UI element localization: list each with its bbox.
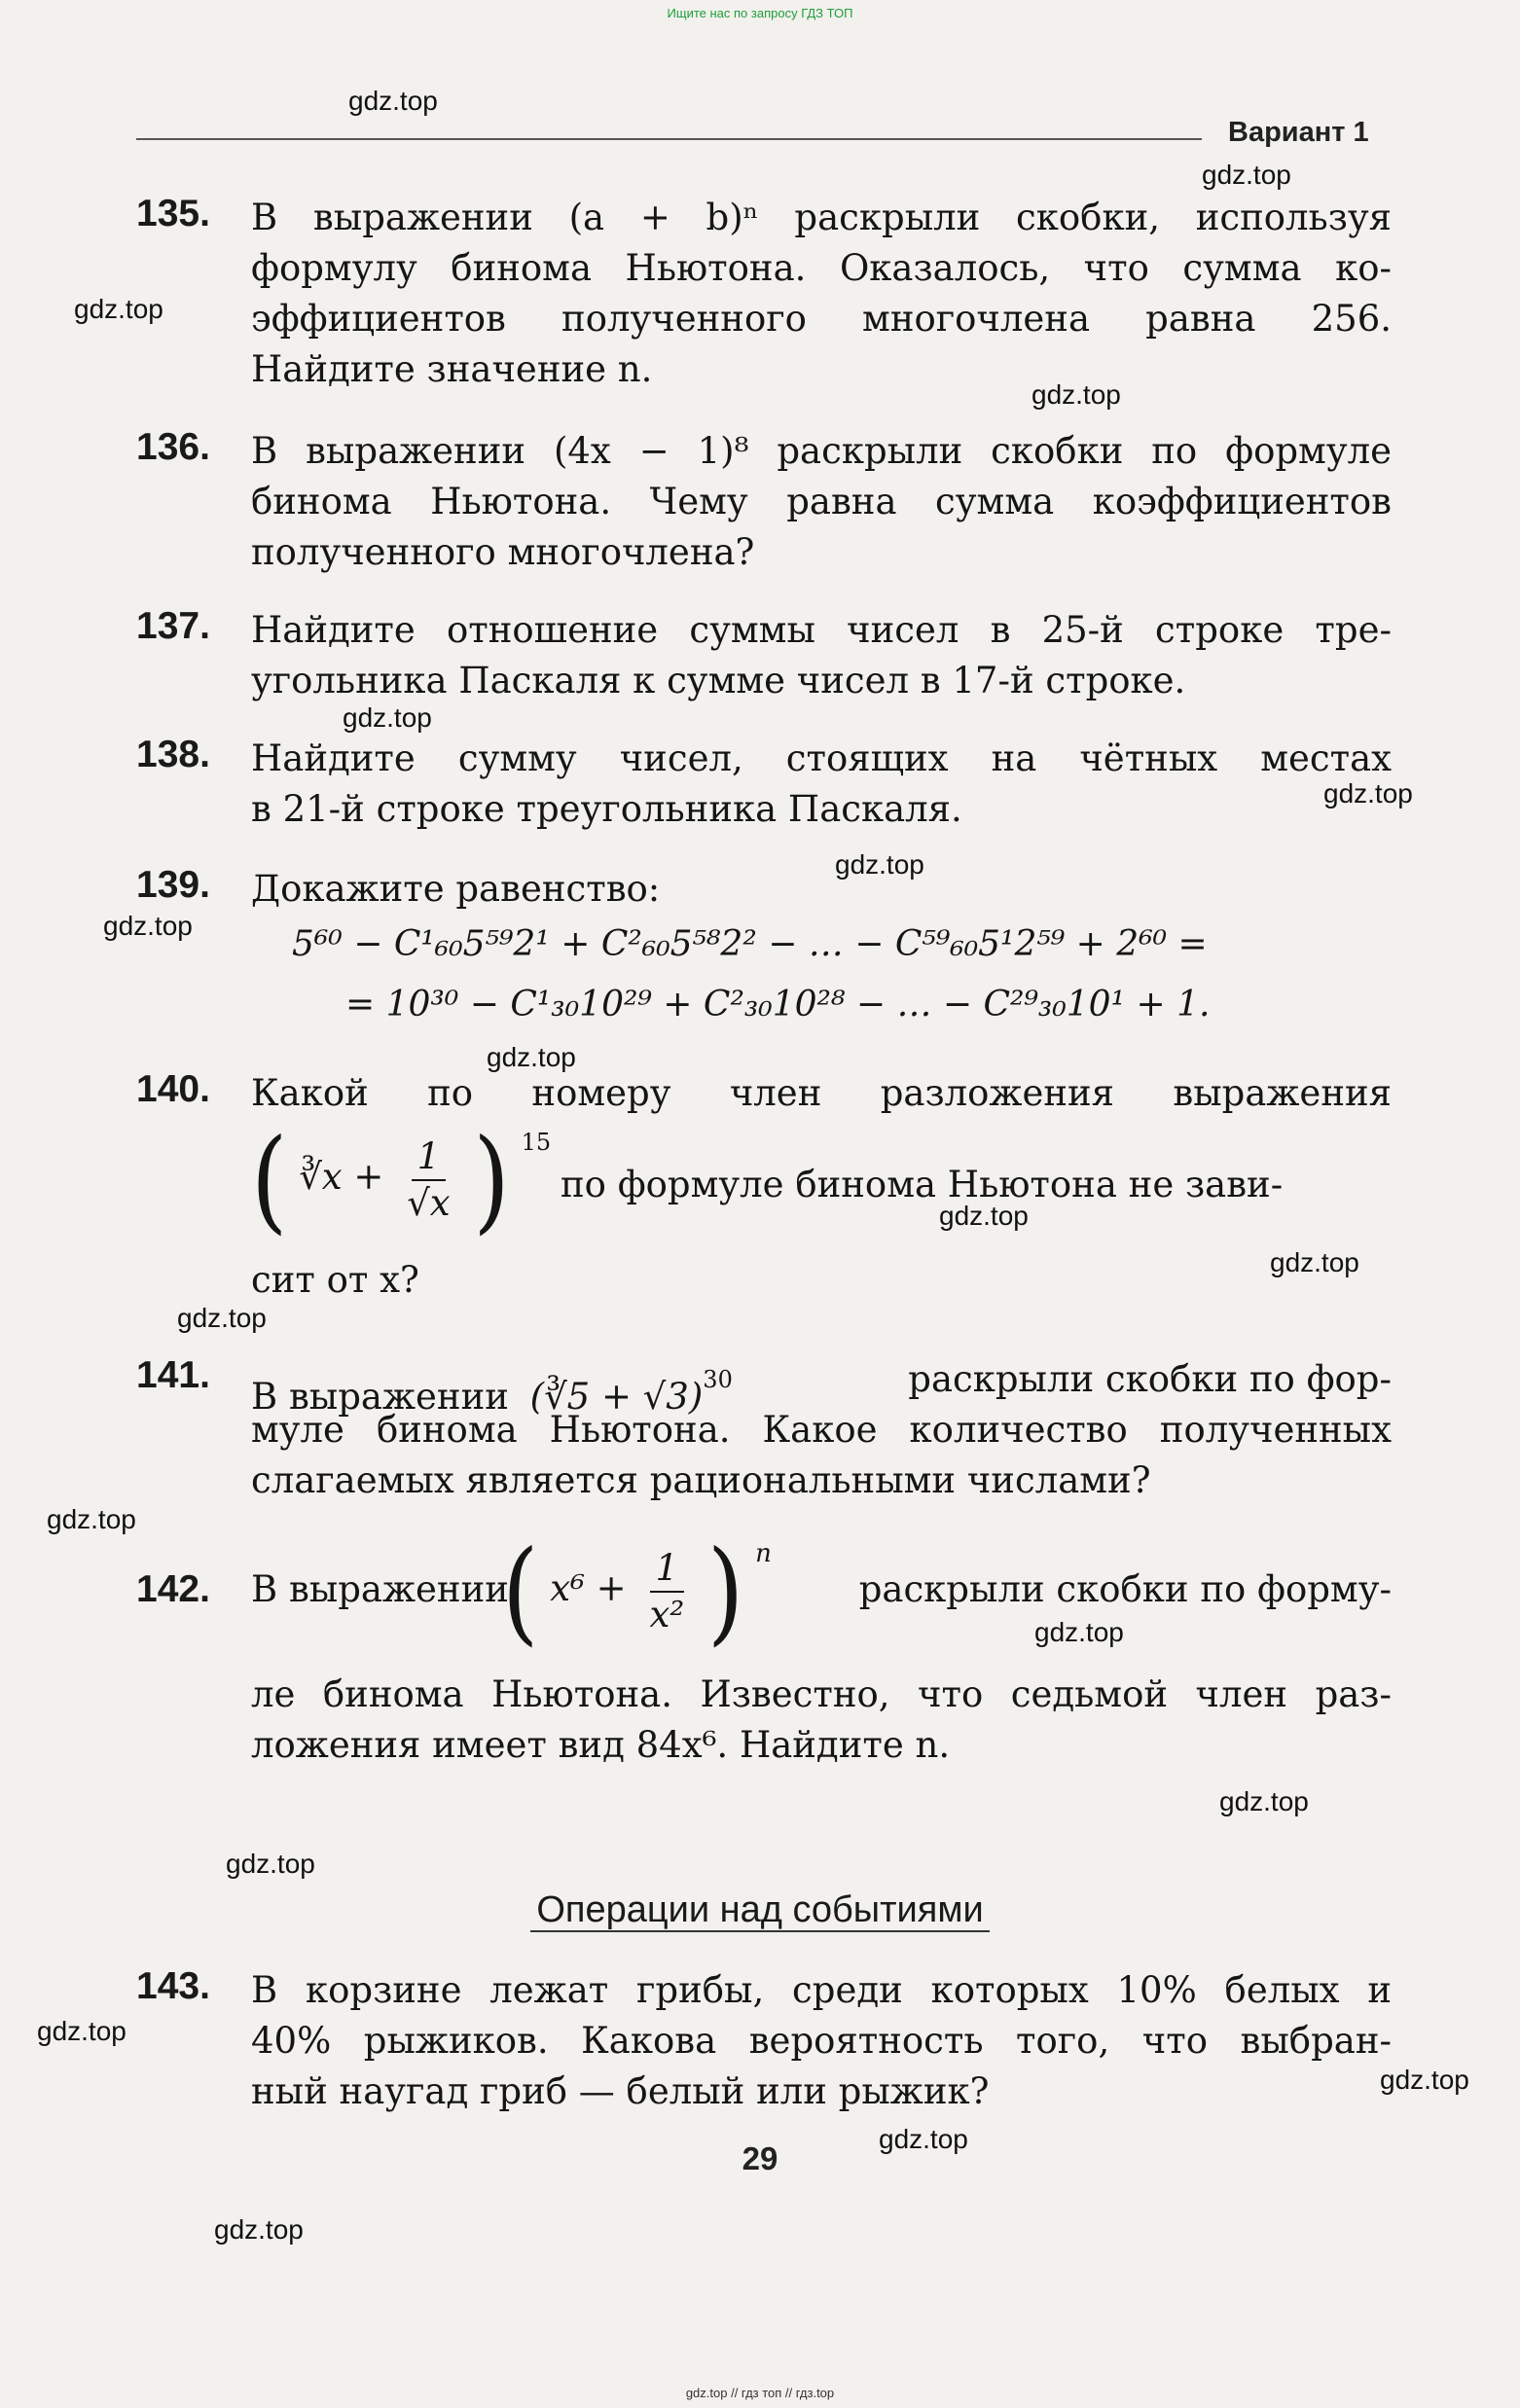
text-line: формулу бинома Ньютона. Оказалось, что сумма ко- [251,247,1392,289]
fraction-denominator: x² [649,1593,685,1635]
exponent: 15 [521,1129,552,1156]
text-line: В корзине лежат грибы, среди которых 10% белых и [251,1969,1392,2011]
text-lead: В выражении [251,1376,509,1418]
watermark: gdz.top [1323,778,1413,809]
watermark: gdz.top [1219,1786,1309,1816]
watermark: gdz.top [348,86,438,116]
fraction-denominator: √x [407,1181,451,1224]
left-paren: ( [502,1526,539,1657]
fraction [643,1546,690,1637]
watermark: gdz.top [214,2214,304,2245]
variant-label: Вариант 1 [1228,117,1369,148]
fraction-numerator: 1 [650,1546,685,1593]
watermark: gdz.top [1270,1247,1359,1277]
text-line: Найдите значение n. [251,348,653,390]
text-line: эффициентов полученного многочлена равна 256. [251,298,1392,340]
watermark: gdz.top [343,702,432,733]
equation-line-2: = 10³⁰ − C¹₃₀10²⁹ + C²₃₀10²⁸ − … − C²⁹₃₀10¹ + 1. [345,985,1211,1024]
text-line: В выражении (a + b)ⁿ раскрыли скобки, используя [251,197,1392,238]
fraction [401,1134,455,1226]
watermark: gdz.top [487,1042,576,1072]
watermark: gdz.top [177,1303,267,1333]
text-lead: В выражении [251,1568,509,1610]
section-title [0,1889,1520,1931]
text-line: бинома Ньютона. Чему равна сумма коэффициентов [251,481,1392,522]
text-line: полученного многочлена? [251,531,755,573]
top-banner: Ищите нас по запросу ГДЗ ТОП [667,6,853,20]
problem-number: 139. [136,864,210,906]
equation-line-1: 5⁶⁰ − C¹₆₀5⁵⁹2¹ + C²₆₀5⁵⁸2² − … − C⁵⁹₆₀5¹2⁵⁹ + 2⁶⁰ = [292,924,1208,964]
watermark: gdz.top [1034,1617,1124,1647]
watermark: gdz.top [37,2016,127,2046]
problem-number: 138. [136,734,210,775]
problem-number: 142. [136,1568,210,1610]
text-line: по формуле бинома Ньютона не зави- [561,1164,1284,1205]
right-paren: ) [706,1526,744,1657]
watermark: gdz.top [879,2124,968,2154]
text-line: 40% рыжиков. Какова вероятность того, что выбран- [251,2020,1392,2062]
section-title-text: Операции над событиями [530,1889,989,1932]
text-line: ложения имеет вид 84x⁶. Найдите n. [251,1724,951,1766]
watermark: gdz.top [1202,160,1291,190]
text-line: Найдите сумму чисел, стоящих на чётных местах [251,737,1392,779]
watermark: gdz.top [47,1504,136,1534]
expression: x⁶ + [550,1567,627,1609]
watermark: gdz.top [939,1201,1029,1231]
expression: ∛x + [299,1156,384,1198]
text-line: Какой по номеру член разложения выражения [251,1072,1392,1114]
text-line: раскрыли скобки по форму- [858,1568,1392,1610]
watermark: gdz.top [835,849,924,880]
bottom-banner: gdz.top // гдз топ // гдз.top [685,2386,835,2400]
problem-number: 140. [136,1068,210,1110]
expression: (∛5 + √3) [529,1376,704,1418]
fraction-numerator: 1 [412,1134,447,1181]
watermark: gdz.top [74,294,163,324]
page-number: 29 [742,2140,778,2176]
watermark: gdz.top [1031,379,1121,410]
problem-number: 135. [136,193,210,234]
text-line: Найдите отношение суммы чисел в 25-й строке тре- [251,609,1392,651]
text-line: муле бинома Ньютона. Какое количество полученных [251,1409,1392,1451]
header-rule [136,138,1202,140]
text-line: в 21-й строке треугольника Паскаля. [251,788,962,830]
watermark: gdz.top [1380,2065,1469,2095]
text-line: сит от x? [251,1259,419,1301]
problem-number: 143. [136,1965,210,2007]
problem-number: 141. [136,1354,210,1396]
text-line: В выражении (4x − 1)⁸ раскрыли скобки по формуле [251,430,1392,472]
right-paren: ) [473,1114,510,1245]
watermark: gdz.top [103,911,193,941]
problem-140-expression-line [251,1114,1392,1245]
problem-number: 137. [136,605,210,647]
text-line: ный наугад гриб — белый или рыжик? [251,2070,990,2112]
exponent: 30 [703,1366,733,1393]
problem-number: 136. [136,426,210,468]
exponent: n [755,1539,772,1568]
left-paren: ( [251,1114,288,1245]
text-line: угольника Паскаля к сумме чисел в 17-й строке. [251,660,1186,701]
text-line: раскрыли скобки по фор- [908,1358,1392,1400]
text-line: Докажите равенство: [251,868,661,910]
text-line: ле бинома Ньютона. Известно, что седьмой член раз- [251,1673,1392,1715]
watermark: gdz.top [226,1849,315,1879]
text-line: слагаемых является рациональными числами? [251,1459,1151,1501]
